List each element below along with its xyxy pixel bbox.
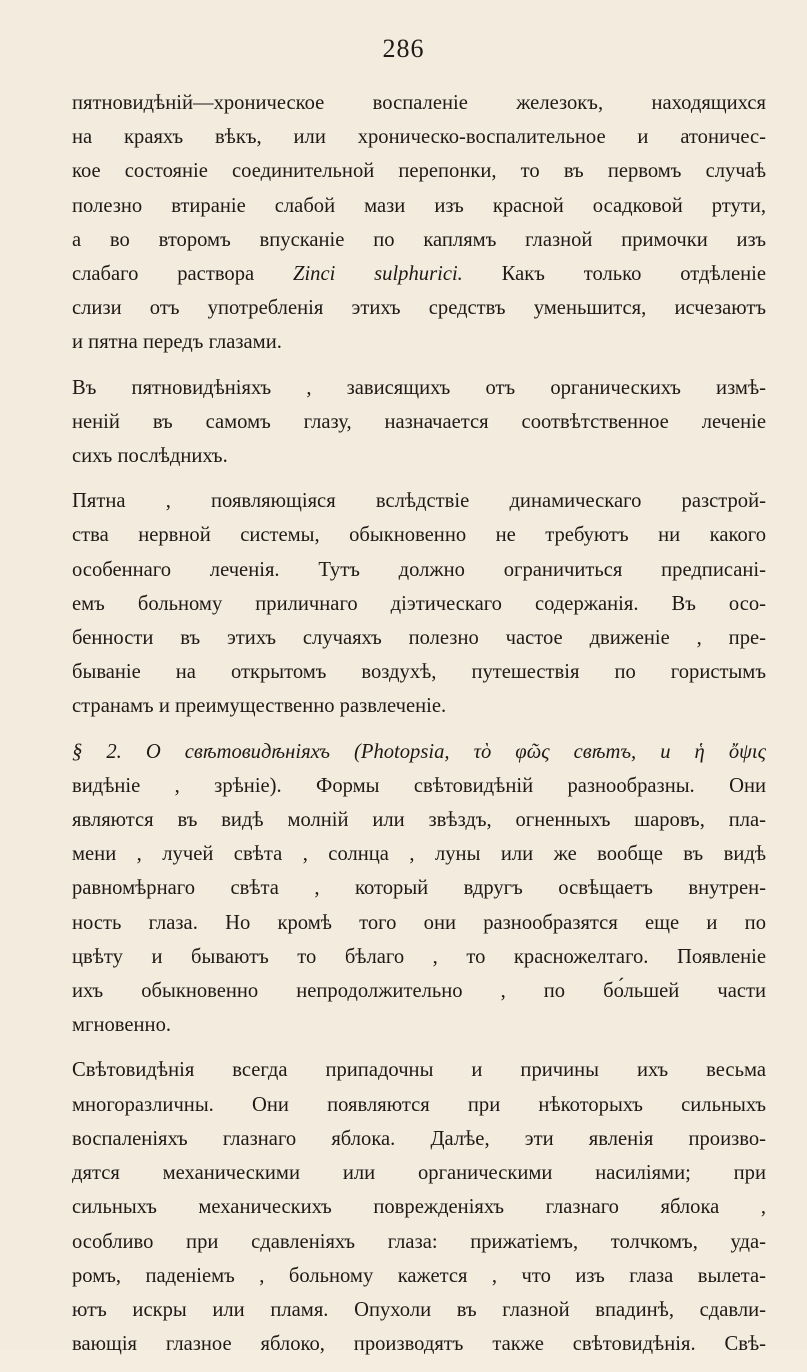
- text-line: Свѣтовидѣнія всегда припадочны и причины ихъ весьма: [72, 1059, 766, 1082]
- text-line: особеннаго леченія. Тутъ должно ограничиться предписані-: [72, 558, 766, 581]
- text-line: пятновидѣній—хроническое воспаленіе железокъ, находящихся: [72, 92, 766, 114]
- latin-term: Zinci sulphurici.: [292, 263, 463, 286]
- text-line: ства нервной системы, обыкновенно не требуютъ ни какого: [72, 524, 766, 547]
- text-line: бываніе на открытомъ воздухѣ, путешествія по гористымъ: [72, 661, 766, 684]
- text-line: кое состояніе соединительной перепонки, то въ первомъ случаѣ: [72, 160, 766, 183]
- text-line: ромъ, паденіемъ , больному кажется , что изъ глаза вылета-: [72, 1264, 766, 1287]
- text-line: Въ пятновидѣніяхъ , зависящихъ отъ органическихъ измѣ-: [72, 376, 766, 399]
- text-line: на краяхъ вѣкъ, или хроническо-воспалительное и атоничес-: [72, 126, 766, 149]
- text-line: полезно втираніе слабой мази изъ красной осадковой ртути,: [72, 194, 766, 217]
- text-line: ность глаза. Но кромѣ того они разнообразятся еще и по: [72, 911, 766, 934]
- text-line: емъ больному приличнаго діэтическаго содержанія. Въ осо-: [72, 592, 766, 615]
- text-line: вающія глазное яблоко, производятъ также свѣтовидѣнія. Свѣ-: [72, 1333, 766, 1356]
- text-line: а во второмъ впусканіе по каплямъ глазной примочки изъ: [72, 228, 766, 251]
- text-line: Пятна , появляющіяся вслѣдствіе динамическаго разстрой-: [72, 490, 766, 513]
- paragraph-section-2: [72, 735, 766, 1043]
- text-line: сихъ послѣднихъ.: [72, 445, 228, 468]
- text-line: воспаленіяхъ глазнаго яблока. Далѣе, эти явленія произво-: [72, 1127, 766, 1150]
- text-line: слизи отъ употребленія этихъ средствъ уменьшится, исчезаютъ: [72, 297, 766, 320]
- text-line: и пятна передъ глазами.: [72, 331, 282, 354]
- paragraph-2: [72, 371, 766, 474]
- text-line: многоразличны. Они появляются при нѣкоторыхъ сильныхъ: [72, 1093, 766, 1116]
- text-line: ютъ искры или пламя. Опухоли въ глазной впадинѣ, сдавли-: [72, 1298, 766, 1321]
- text-line: являются въ видѣ молній или звѣздъ, огненныхъ шаровъ, пла-: [72, 809, 766, 832]
- text-line: бенности въ этихъ случаяхъ полезно частое движеніе , пре-: [72, 627, 766, 650]
- text-line: ихъ обыкновенно непродолжительно , по бо́льшей части: [72, 980, 766, 1003]
- text-line: мгновенно.: [72, 1014, 172, 1037]
- text-line: неній въ самомъ глазу, назначается соотвѣтственное леченіе: [72, 410, 766, 433]
- page-number: 286: [382, 34, 425, 63]
- text-line: мени , лучей свѣта , солнца , луны или же вообще въ видѣ: [72, 843, 766, 866]
- text-line: равномѣрнаго свѣта , который вдругъ освѣщаетъ внутрен-: [72, 877, 766, 900]
- page-body: [72, 86, 766, 1372]
- paragraph-3: [72, 484, 766, 723]
- text-line: сильныхъ механическихъ поврежденіяхъ глазнаго яблока ,: [72, 1196, 766, 1219]
- section-heading-line: § 2. О свѣтовидѣніяхъ (Photopsia, τὸ φῶς свѣтъ, и ἡ ὄψις: [72, 740, 766, 763]
- text-line: странамъ и преимущественно развлеченіе.: [72, 695, 447, 718]
- text-line: цвѣту и бываютъ то бѣлаго , то красножелтаго. Появленіе: [72, 945, 766, 968]
- text-line: видѣніе , зрѣніе). Формы свѣтовидѣній разнообразны. Они: [72, 774, 766, 797]
- text-line: слабаго раствора Zinci sulphurici. Какъ только отдѣленіе: [72, 263, 766, 286]
- paragraph-1: [72, 86, 766, 360]
- paragraph-5: [72, 1053, 766, 1361]
- text-line: особливо при сдавленіяхъ глаза: прижатіемъ, толчкомъ, уда-: [72, 1230, 766, 1253]
- text-line: дятся механическими или органическими насиліями; при: [72, 1162, 766, 1185]
